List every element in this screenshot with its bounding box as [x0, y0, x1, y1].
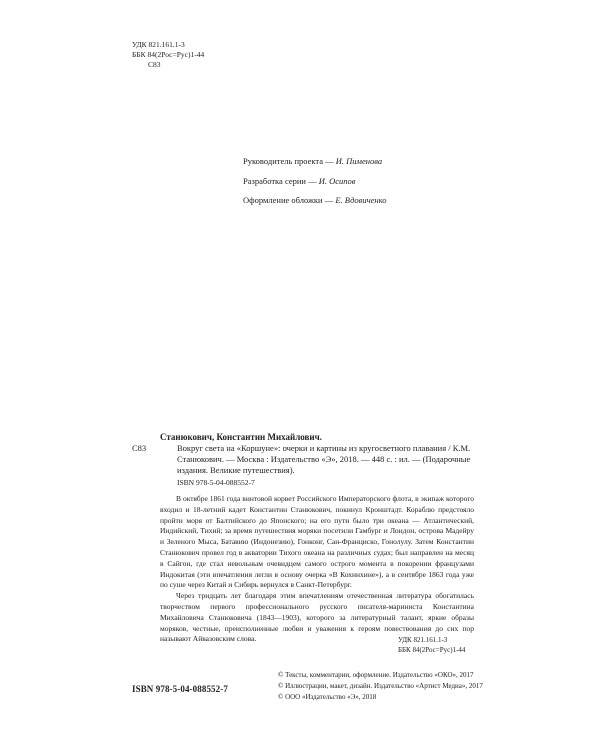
annotation-paragraph: Через тридцать лет благодаря этим впечатлениям отечественная литература обогатилась творчеством первого профессионального русского писателя-мариниста Константина Михайловича Станюковича (1843—1903), которого за литературный талант, яркие образы моряков, честные, преисполненные любви и уважения к героям повествования до сих пор называют Айвазовским слова.: [160, 591, 474, 644]
annotation-block: [160, 494, 474, 645]
copyright-block: [278, 670, 483, 703]
copyright-line: © ООО «Издательство «Э», 2018: [278, 693, 377, 701]
udk-code: УДК 821.161.1-3: [398, 636, 448, 644]
author-mark: С83: [148, 60, 161, 69]
record-isbn: ISBN 978-5-04-088552-7: [177, 478, 255, 487]
credit-role: Оформление обложки —: [243, 195, 336, 205]
credit-role: Разработка серии —: [243, 175, 319, 186]
credit-line-series-design: [243, 172, 387, 192]
annotation-paragraph: В октябре 1861 года винтовой корвет Российского Императорского флота, в экипаж которого входил и 18-летний кадет Константин Станюкович, покинул Кронштадт. Кораблю предстояло пройти моря от Балтийского до Японского; на его пути было три океана — Атлантический, Индийский, Тихий; за время путешествия моряки посетили Гамбург и Лондон, острова Мадейру и Зеленого Мыса, Батавию (Индонезию), Гонконг, Сан-Франциско, Гонолулу. Затем Константин Станюкович провел год в акватории Тихого океана на различных судах; был направлен на месяц в Сайгон, где стал невольным очевидцем самого острого момента в покорении французами Индокитая (эти впечатления легли в основу очерка «В Кохинхине»), а в сентябре 1863 года уже по суше через Китай и Сибирь вернулся в Санкт-Петербург.: [160, 494, 474, 590]
copyright-line: © Тексты, комментарии, оформление. Издательство «ОКО», 2017: [278, 671, 474, 679]
credit-role: Руководитель проекта —: [243, 156, 336, 166]
udk-code: УДК 821.161.1-3: [132, 40, 185, 49]
record-author-mark: С83: [132, 443, 147, 453]
bbk-code: ББК 84(2Рос=Рус)1-44: [132, 50, 205, 59]
credit-person: И. Осипов: [318, 175, 356, 186]
credits-block: [243, 152, 387, 211]
copyright-line: © Иллюстрации, макет, дизайн. Издательство «Артист Медиа», 2017: [278, 682, 483, 690]
bibliographic-description: Вокруг света на «Коршуне»: очерки и картины из кругосветного плавания / К.М. Станюкович. — Москва : Издательство «Э», 2018. — 448 с. : ил. — (Подарочные издания. Великие путешествия).: [177, 443, 471, 475]
credit-person: Е. Вдовиченко: [335, 195, 387, 205]
credit-person: И. Пименова: [335, 156, 383, 166]
credit-line-cover-design: [243, 191, 387, 211]
author-heading: Станюкович, Константин Михайлович.: [160, 432, 322, 442]
bbk-code: ББК 84(2Рос=Рус)1-44: [398, 646, 466, 654]
credit-line-project-lead: [243, 152, 387, 172]
bottom-classification-block: [398, 635, 465, 655]
bottom-isbn: ISBN 978-5-04-088552-7: [132, 684, 228, 694]
top-classification-block: [132, 40, 204, 70]
